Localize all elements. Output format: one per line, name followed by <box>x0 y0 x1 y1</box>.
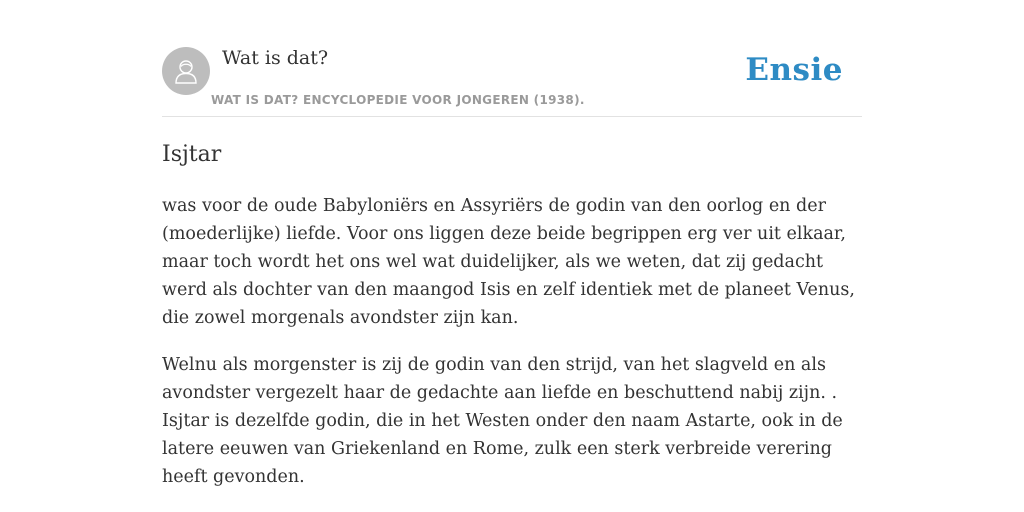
source-title[interactable]: WAT IS DAT? ENCYCLOPEDIE VOOR JONGEREN (1938). <box>211 93 585 107</box>
article-header <box>162 46 862 117</box>
article-title: Isjtar <box>162 142 222 167</box>
article-body <box>162 192 862 510</box>
author-avatar[interactable] <box>162 47 210 95</box>
article-paragraph: was voor de oude Babyloniërs en Assyriërs de godin van den oorlog en der (moederlijke) liefde. Voor ons liggen deze beide begrippen erg ver uit elkaar, maar toch wordt het ons wel wat duidelijker, als we weten, dat zij gedacht werd als dochter van den maangod Isis en zelf identiek met de planeet Venus, die zowel morgenals avondster zijn kan. <box>162 196 855 328</box>
user-icon <box>172 57 200 85</box>
article-paragraph: Welnu als morgenster is zij de godin van den strijd, van het slagveld en als avondster vergezelt haar de gedachte aan liefde en beschuttend nabij zijn. . Isjtar is dezelfde godin, die in het Westen onder den naam Astarte, ook in de latere eeuwen van Griekenland en Rome, zulk een sterk verbreide verering heeft gevonden. <box>162 355 843 487</box>
author-name[interactable]: Wat is dat? <box>222 47 329 69</box>
brand-logo[interactable]: Ensie <box>745 52 843 88</box>
